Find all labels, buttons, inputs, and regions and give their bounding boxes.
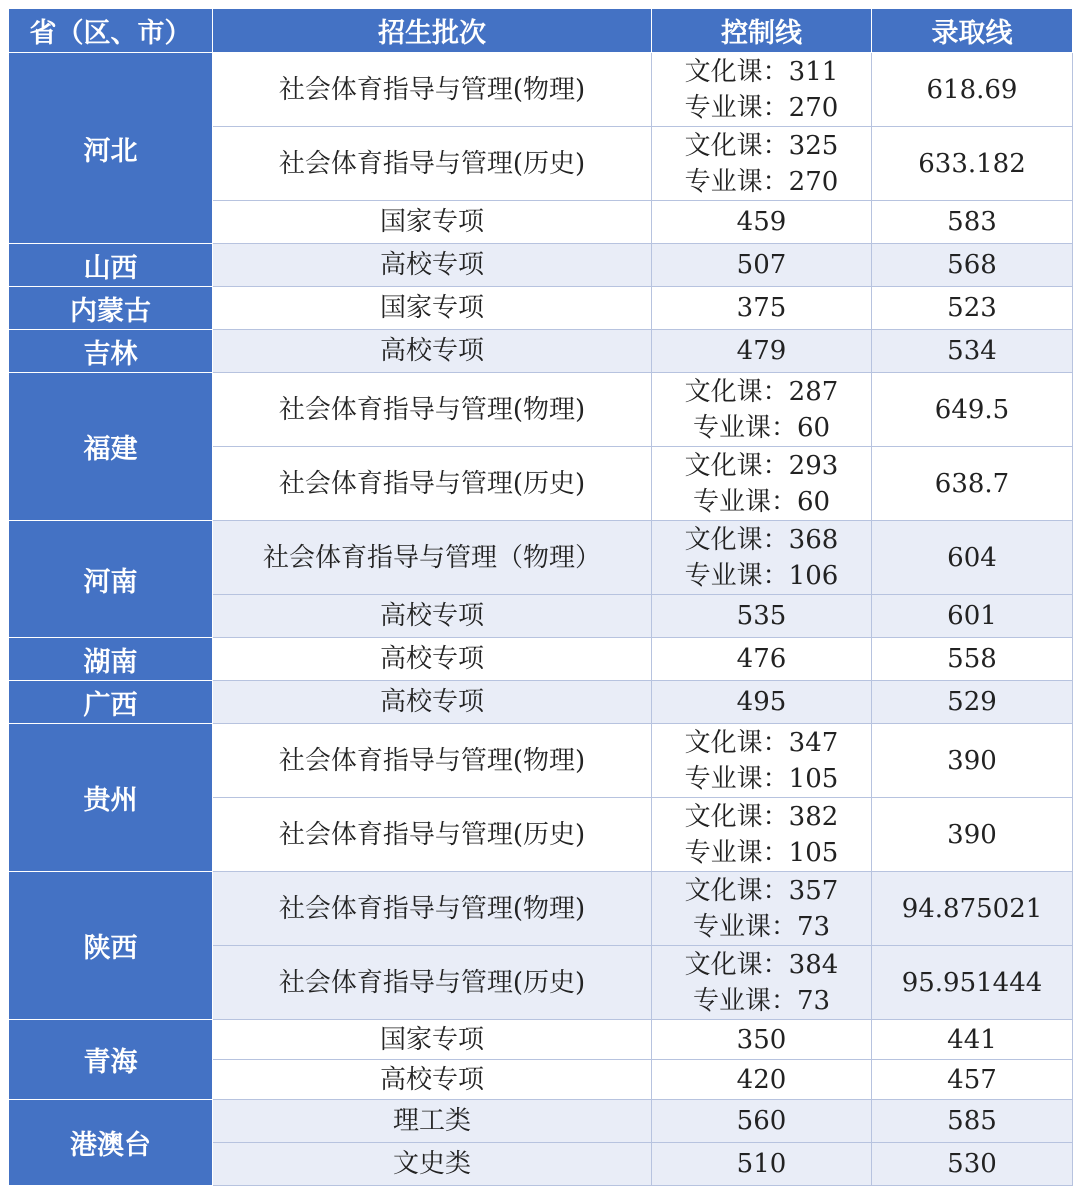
province-cell: 贵州 xyxy=(9,724,213,872)
table-row xyxy=(9,53,1073,127)
control-line-cell xyxy=(652,127,872,201)
batch-cell: 社会体育指导与管理（物理） xyxy=(213,521,652,595)
major-course-line: 专业课：60 xyxy=(692,486,831,517)
control-line-cell xyxy=(652,724,872,798)
table-row xyxy=(9,330,1073,373)
province-column-header: 省（区、市） xyxy=(9,9,213,53)
culture-course-line: 文化课：287 xyxy=(684,376,839,407)
batch-cell: 高校专项 xyxy=(213,638,652,681)
batch-cell: 社会体育指导与管理(物理) xyxy=(213,872,652,946)
batch-cell: 理工类 xyxy=(213,1100,652,1143)
admission-line-cell: 94.875021 xyxy=(872,872,1073,946)
control-line-cell: 535 xyxy=(652,595,872,638)
admission-line-cell: 529 xyxy=(872,681,1073,724)
admission-line-column-header: 录取线 xyxy=(872,9,1073,53)
admission-line-cell: 95.951444 xyxy=(872,946,1073,1020)
major-course-line: 专业课：73 xyxy=(692,911,831,942)
admission-line-cell: 638.7 xyxy=(872,447,1073,521)
control-line-cell xyxy=(652,373,872,447)
table-row xyxy=(9,872,1073,946)
major-course-line: 专业课：105 xyxy=(684,837,839,868)
province-cell: 陕西 xyxy=(9,872,213,1020)
control-line-cell: 420 xyxy=(652,1060,872,1100)
control-line-cell xyxy=(652,798,872,872)
province-cell: 港澳台 xyxy=(9,1100,213,1186)
control-line-cell xyxy=(652,946,872,1020)
control-line-cell: 476 xyxy=(652,638,872,681)
admission-line-cell: 585 xyxy=(872,1100,1073,1143)
major-course-line: 专业课：73 xyxy=(692,985,831,1016)
admission-line-cell: 604 xyxy=(872,521,1073,595)
control-line-cell: 479 xyxy=(652,330,872,373)
admission-line-cell: 457 xyxy=(872,1060,1073,1100)
control-line-cell xyxy=(652,872,872,946)
batch-cell: 国家专项 xyxy=(213,287,652,330)
admission-line-cell: 583 xyxy=(872,201,1073,244)
culture-course-line: 文化课：325 xyxy=(684,130,839,161)
batch-cell: 社会体育指导与管理(物理) xyxy=(213,373,652,447)
culture-course-line: 文化课：311 xyxy=(684,56,839,87)
batch-column-header: 招生批次 xyxy=(213,9,652,53)
table-row xyxy=(9,1100,1073,1143)
culture-course-line: 文化课：384 xyxy=(684,949,839,980)
control-line-cell xyxy=(652,53,872,127)
control-line-cell: 459 xyxy=(652,201,872,244)
control-line-cell: 350 xyxy=(652,1020,872,1060)
culture-course-line: 文化课：382 xyxy=(684,801,839,832)
admission-score-table xyxy=(8,8,1073,1186)
admission-line-cell: 633.182 xyxy=(872,127,1073,201)
control-line-cell: 507 xyxy=(652,244,872,287)
province-cell: 湖南 xyxy=(9,638,213,681)
culture-course-line: 文化课：293 xyxy=(684,450,839,481)
batch-cell: 高校专项 xyxy=(213,681,652,724)
batch-cell: 社会体育指导与管理(历史) xyxy=(213,447,652,521)
admission-line-cell: 523 xyxy=(872,287,1073,330)
major-course-line: 专业课：106 xyxy=(684,560,839,591)
control-line-cell: 560 xyxy=(652,1100,872,1143)
province-cell: 广西 xyxy=(9,681,213,724)
batch-cell: 高校专项 xyxy=(213,244,652,287)
control-line-cell xyxy=(652,447,872,521)
major-course-line: 专业课：270 xyxy=(684,92,839,123)
culture-course-line: 文化课：347 xyxy=(684,727,839,758)
culture-course-line: 文化课：368 xyxy=(684,524,839,555)
admission-line-cell: 601 xyxy=(872,595,1073,638)
batch-cell: 社会体育指导与管理(历史) xyxy=(213,127,652,201)
table-row xyxy=(9,638,1073,681)
admission-line-cell: 568 xyxy=(872,244,1073,287)
province-cell: 河南 xyxy=(9,521,213,638)
admission-line-cell: 534 xyxy=(872,330,1073,373)
table-row xyxy=(9,1020,1073,1060)
batch-cell: 社会体育指导与管理(历史) xyxy=(213,946,652,1020)
control-line-cell: 510 xyxy=(652,1143,872,1186)
province-cell: 福建 xyxy=(9,373,213,521)
province-cell: 吉林 xyxy=(9,330,213,373)
table-row xyxy=(9,521,1073,595)
control-line-column-header: 控制线 xyxy=(652,9,872,53)
major-course-line: 专业课：270 xyxy=(684,166,839,197)
admission-line-cell: 558 xyxy=(872,638,1073,681)
admission-line-cell: 618.69 xyxy=(872,53,1073,127)
batch-cell: 国家专项 xyxy=(213,201,652,244)
control-line-cell: 495 xyxy=(652,681,872,724)
batch-cell: 高校专项 xyxy=(213,595,652,638)
table-row xyxy=(9,681,1073,724)
province-cell: 山西 xyxy=(9,244,213,287)
batch-cell: 社会体育指导与管理(历史) xyxy=(213,798,652,872)
table-row xyxy=(9,244,1073,287)
admission-line-cell: 530 xyxy=(872,1143,1073,1186)
control-line-cell xyxy=(652,521,872,595)
batch-cell: 文史类 xyxy=(213,1143,652,1186)
province-cell: 内蒙古 xyxy=(9,287,213,330)
major-course-line: 专业课：105 xyxy=(684,763,839,794)
batch-cell: 高校专项 xyxy=(213,330,652,373)
batch-cell: 社会体育指导与管理(物理) xyxy=(213,53,652,127)
batch-cell: 社会体育指导与管理(物理) xyxy=(213,724,652,798)
admission-line-cell: 649.5 xyxy=(872,373,1073,447)
table-row xyxy=(9,287,1073,330)
batch-cell: 高校专项 xyxy=(213,1060,652,1100)
control-line-cell: 375 xyxy=(652,287,872,330)
batch-cell: 国家专项 xyxy=(213,1020,652,1060)
culture-course-line: 文化课：357 xyxy=(684,875,839,906)
province-cell: 河北 xyxy=(9,53,213,244)
admission-line-cell: 390 xyxy=(872,798,1073,872)
table-header-row xyxy=(9,9,1073,53)
province-cell: 青海 xyxy=(9,1020,213,1100)
major-course-line: 专业课：60 xyxy=(692,412,831,443)
table-row xyxy=(9,724,1073,798)
table-row xyxy=(9,373,1073,447)
admission-line-cell: 390 xyxy=(872,724,1073,798)
admission-line-cell: 441 xyxy=(872,1020,1073,1060)
